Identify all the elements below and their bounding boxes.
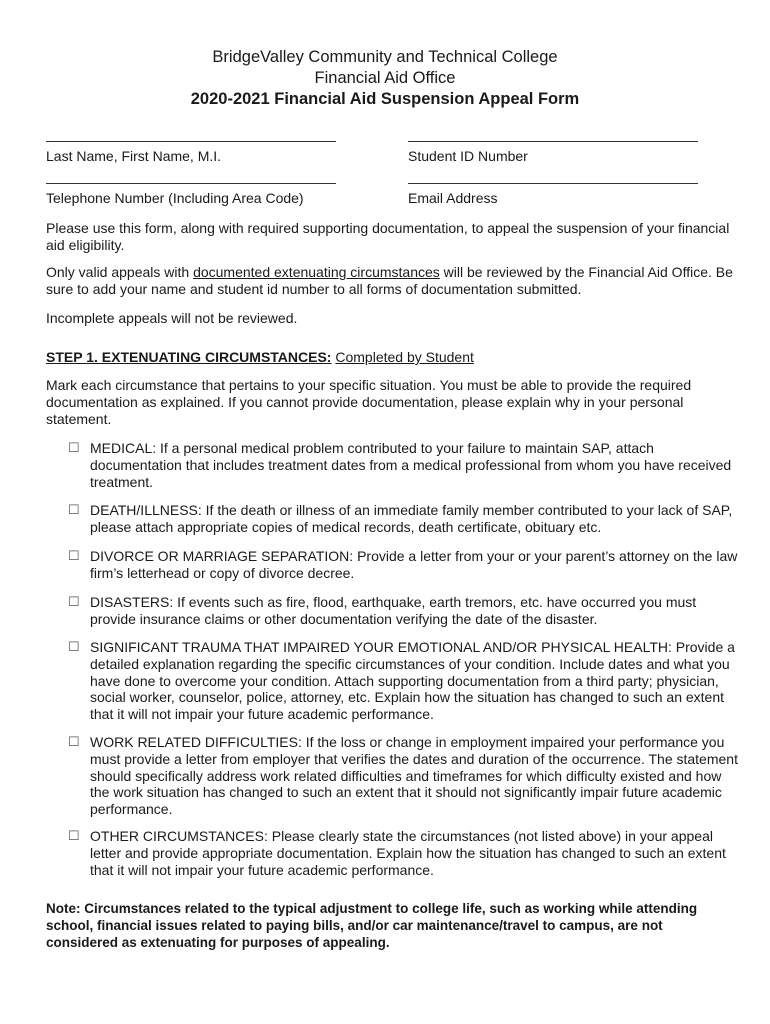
circumstance-text: DISASTERS: If events such as fire, flood, earthquake, earth tremors, etc. have occurred you must provide insurance claims or other documentation verifying the date of the disaster. [90,594,697,627]
form-header [0,47,770,110]
email-field-line[interactable] [408,182,698,184]
checkbox-icon[interactable]: ☐ [68,828,80,843]
documented-circumstances-text: documented extenuating circumstances [193,264,440,280]
step1-instructions: Mark each circumstance that pertains to your specific situation. You must be able to provide the required documentation as explained. If you cannot provide documentation, please explain why in your personal statement. [46,377,692,427]
email-field-label: Email Address [408,190,498,206]
step1-subtitle: Completed by Student [335,349,474,365]
checkbox-icon[interactable]: ☐ [68,548,80,563]
valid-appeals-post: will be reviewed by the Financial Aid Office. Be sure to add your name and student id number to all forms of documentation submitted. [46,264,733,297]
circumstance-text: DEATH/ILLNESS: If the death or illness of an immediate family member contributed to your lack of SAP, please attach appropriate copies of medical records, death certificate, obituary etc. [90,502,733,535]
step1-heading [46,349,736,366]
student-id-field-line[interactable] [408,140,698,142]
note-paragraph: Note: Circumstances related to the typical adjustment to college life, such as working while attending school, financial issues related to paying bills, and/or car maintenance/travel to campus, are not considered as extenuating for purposes of appealing. [46,901,698,950]
form-title: 2020-2021 Financial Aid Suspension Appeal Form [190,90,580,108]
checkbox-icon[interactable]: ☐ [68,639,80,654]
valid-appeals-paragraph [46,264,736,298]
telephone-field-label: Telephone Number (Including Area Code) [46,190,304,206]
checkbox-icon[interactable]: ☐ [68,440,80,455]
step1-title: STEP 1. EXTENUATING CIRCUMSTANCES: [46,349,332,365]
incomplete-appeals-paragraph: Incomplete appeals will not be reviewed. [46,310,298,326]
name-field-line[interactable] [46,140,336,142]
circumstance-text: SIGNIFICANT TRAUMA THAT IMPAIRED YOUR EMOTIONAL AND/OR PHYSICAL HEALTH: Provide a detailed explanation regarding the specific circumstances of your condition. Include dates and what you have done to overcome your condition. Attach supporting documentation from a third party; physician, social worker, counselor, police, attorney, etc. Explain how the situation has changed to such an extent that it will not impair your future academic performance. [90,639,735,723]
valid-appeals-pre: Only valid appeals with [46,264,194,280]
name-field[interactable] [46,140,336,164]
email-field[interactable] [408,182,698,206]
telephone-field-line[interactable] [46,182,336,184]
student-id-field[interactable] [408,140,698,164]
circumstance-text: OTHER CIRCUMSTANCES: Please clearly state the circumstances (not listed above) in your appeal letter and provide appropriate documentation. Explain how the situation has changed to such an extent that it will not impair your future academic performance. [90,828,726,878]
circumstance-text: WORK RELATED DIFFICULTIES: If the loss or change in employment impaired your performance you must provide a letter from employer that verifies the dates and duration of the occurrence. The statement should specifically address work related difficulties and timeframes for which difficulty existed and how the work situation has changed to such an extent that it should not significantly impair future academic performance. [90,734,738,818]
telephone-field[interactable] [46,182,336,206]
student-id-field-label: Student ID Number [408,148,528,164]
intro-paragraph: Please use this form, along with required supporting documentation, to appeal the suspension of your financial aid eligibility. [46,220,730,253]
checkbox-icon[interactable]: ☐ [68,734,80,749]
circumstance-text: DIVORCE OR MARRIAGE SEPARATION: Provide a letter from your or your parent’s attorney on the law firm’s letterhead or copy of divorce decree. [90,548,738,581]
college-name: BridgeValley Community and Technical College [212,48,558,66]
checkbox-icon[interactable]: ☐ [68,502,80,517]
name-field-label: Last Name, First Name, M.I. [46,148,222,164]
circumstance-text: MEDICAL: If a personal medical problem contributed to your failure to maintain SAP, attach documentation that includes treatment dates from a medical professional from whom you have received treatment. [90,440,732,490]
office-name: Financial Aid Office [314,69,456,87]
checkbox-icon[interactable]: ☐ [68,594,80,609]
